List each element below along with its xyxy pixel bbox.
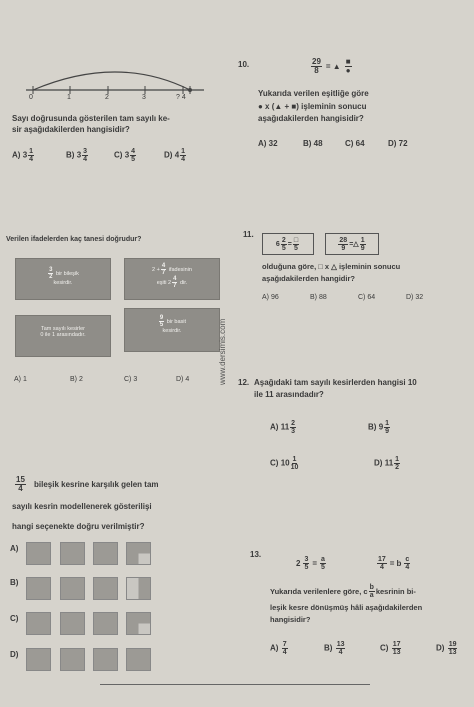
question-text: hangi seçenekte doğru verilmiştir? xyxy=(12,522,145,531)
question-text: sayılı kesrin modellenerek gösterilişi xyxy=(12,502,152,511)
question-text: Sayı doğrusunda gösterilen tam sayılı ke- xyxy=(12,114,170,123)
question-fraction: $\frac{15}{4}$ xyxy=(16,475,25,494)
tick-label-1: 1 xyxy=(67,94,71,101)
question-text: Yukarıda verilen eşitliğe göre xyxy=(258,89,369,98)
question-text: Aşağıdaki tam sayılı kesirlerden hangisi 10 xyxy=(254,378,417,387)
tick-label-4: ? 4 xyxy=(176,94,186,101)
question-number: 12. xyxy=(238,378,250,387)
question-text: ile 11 arasındadır? xyxy=(254,390,324,399)
option-c[interactable]: C) 3 $\frac{4}{5}$ xyxy=(114,148,136,163)
tick-label-3: 3 xyxy=(142,94,146,101)
option-d[interactable]: D) xyxy=(10,650,19,659)
option-d[interactable]: D) 32 xyxy=(406,294,424,301)
question-text: bileşik kesrine karşılık gelen tam xyxy=(34,480,159,489)
divider xyxy=(100,684,370,685)
option-d[interactable]: D) 11 $\frac{1}{2}$ xyxy=(374,456,400,471)
question-text: hangisidir? xyxy=(270,615,311,624)
option-b[interactable]: B) xyxy=(10,578,19,587)
option-a[interactable]: A) 32 xyxy=(258,139,278,148)
option-c[interactable]: C) xyxy=(10,614,19,623)
question-text: ● x (▲ + ■) işleminin sonucu xyxy=(258,102,367,111)
option-d[interactable]: D) 4 $\frac{1}{4}$ xyxy=(164,148,186,163)
statement-card-4: $\frac{9}{5}$ bir basit kesirdir. xyxy=(124,308,220,352)
question-text: olduğuna göre, □ x △ işleminin sonucu xyxy=(262,262,401,271)
option-b[interactable]: B) 88 xyxy=(310,294,327,301)
option-a[interactable]: A) xyxy=(10,544,19,553)
option-b[interactable]: B) 3 $\frac{3}{4}$ xyxy=(66,148,88,163)
tick-label-0: 0 xyxy=(29,94,33,101)
question-text: aşağıdakilerden hangidir? xyxy=(262,274,355,283)
watermark: www.dersimis.com xyxy=(218,318,227,385)
question-number: 10. xyxy=(238,60,250,69)
option-c[interactable]: C) $\frac{17}{13}$ xyxy=(380,641,401,656)
question-text: Yukarıda verilenlere göre, c $\frac{b}{a}$ kesrinin bi- xyxy=(270,584,416,599)
option-d[interactable]: D) $\frac{19}{13}$ xyxy=(436,641,457,656)
statement-card-2: 2 + $\frac{4}{7}$ ifadesinin eşiti 2 $\frac{4}{7}$ dir. xyxy=(124,258,220,300)
q10-equation: $\frac{29}{8}$ = ▲ $\frac{■}{●}$ xyxy=(312,57,351,75)
question-text: aşağıdakilerden hangisidir? xyxy=(258,114,364,123)
statement-card-1: $\frac{3}{2}$ bir bileşik kesirdir. xyxy=(15,258,111,300)
question-text: sir aşağıdakilerden hangisidir? xyxy=(12,125,130,134)
statement-card-3: Tam sayılı kesirler 0 ile 1 arasındadır. xyxy=(15,315,111,357)
option-b[interactable]: B) 9 $\frac{1}{9}$ xyxy=(368,420,390,435)
option-d[interactable]: D) 4 xyxy=(176,376,190,383)
q13-equation-1: 2 $\frac{3}{5}$ = $\frac{a}{5}$ xyxy=(296,556,325,571)
option-d[interactable]: D) 72 xyxy=(388,139,408,148)
option-a[interactable]: A) 1 xyxy=(14,376,27,383)
option-c[interactable]: C) 64 xyxy=(358,294,376,301)
option-c[interactable]: C) 64 xyxy=(345,139,365,148)
option-b[interactable]: B) $\frac{13}{4}$ xyxy=(324,641,345,656)
question-text: Verilen ifadelerden kaç tanesi doğrudur? xyxy=(6,236,142,243)
option-c[interactable]: C) 3 xyxy=(124,376,138,383)
option-a[interactable]: A) $\frac{7}{4}$ xyxy=(270,641,287,656)
question-number: 13. xyxy=(250,550,262,559)
q11-equation-left: 6 $\frac{2}{5}$ = $\frac{□}{5}$ xyxy=(262,233,314,255)
option-b[interactable]: B) 48 xyxy=(303,139,323,148)
question-number: 11. xyxy=(243,230,254,239)
question-text: leşik kesre dönüşmüş hâli aşağıdakilerden xyxy=(270,603,423,612)
q13-equation-2: $\frac{17}{4}$ = b $\frac{c}{4}$ xyxy=(378,556,410,571)
tick-label-2: 2 xyxy=(105,94,109,101)
q11-equation-right: $\frac{28}{9}$ = △ $\frac{1}{9}$ xyxy=(325,233,379,255)
option-c[interactable]: C) 10 $\frac{1}{10}$ xyxy=(270,456,299,471)
option-a[interactable]: A) 11 $\frac{2}{3}$ xyxy=(270,420,296,435)
option-a[interactable]: A) 96 xyxy=(262,294,279,301)
option-b[interactable]: B) 2 xyxy=(70,376,83,383)
option-a[interactable]: A) 3 $\frac{1}{4}$ xyxy=(12,148,34,163)
